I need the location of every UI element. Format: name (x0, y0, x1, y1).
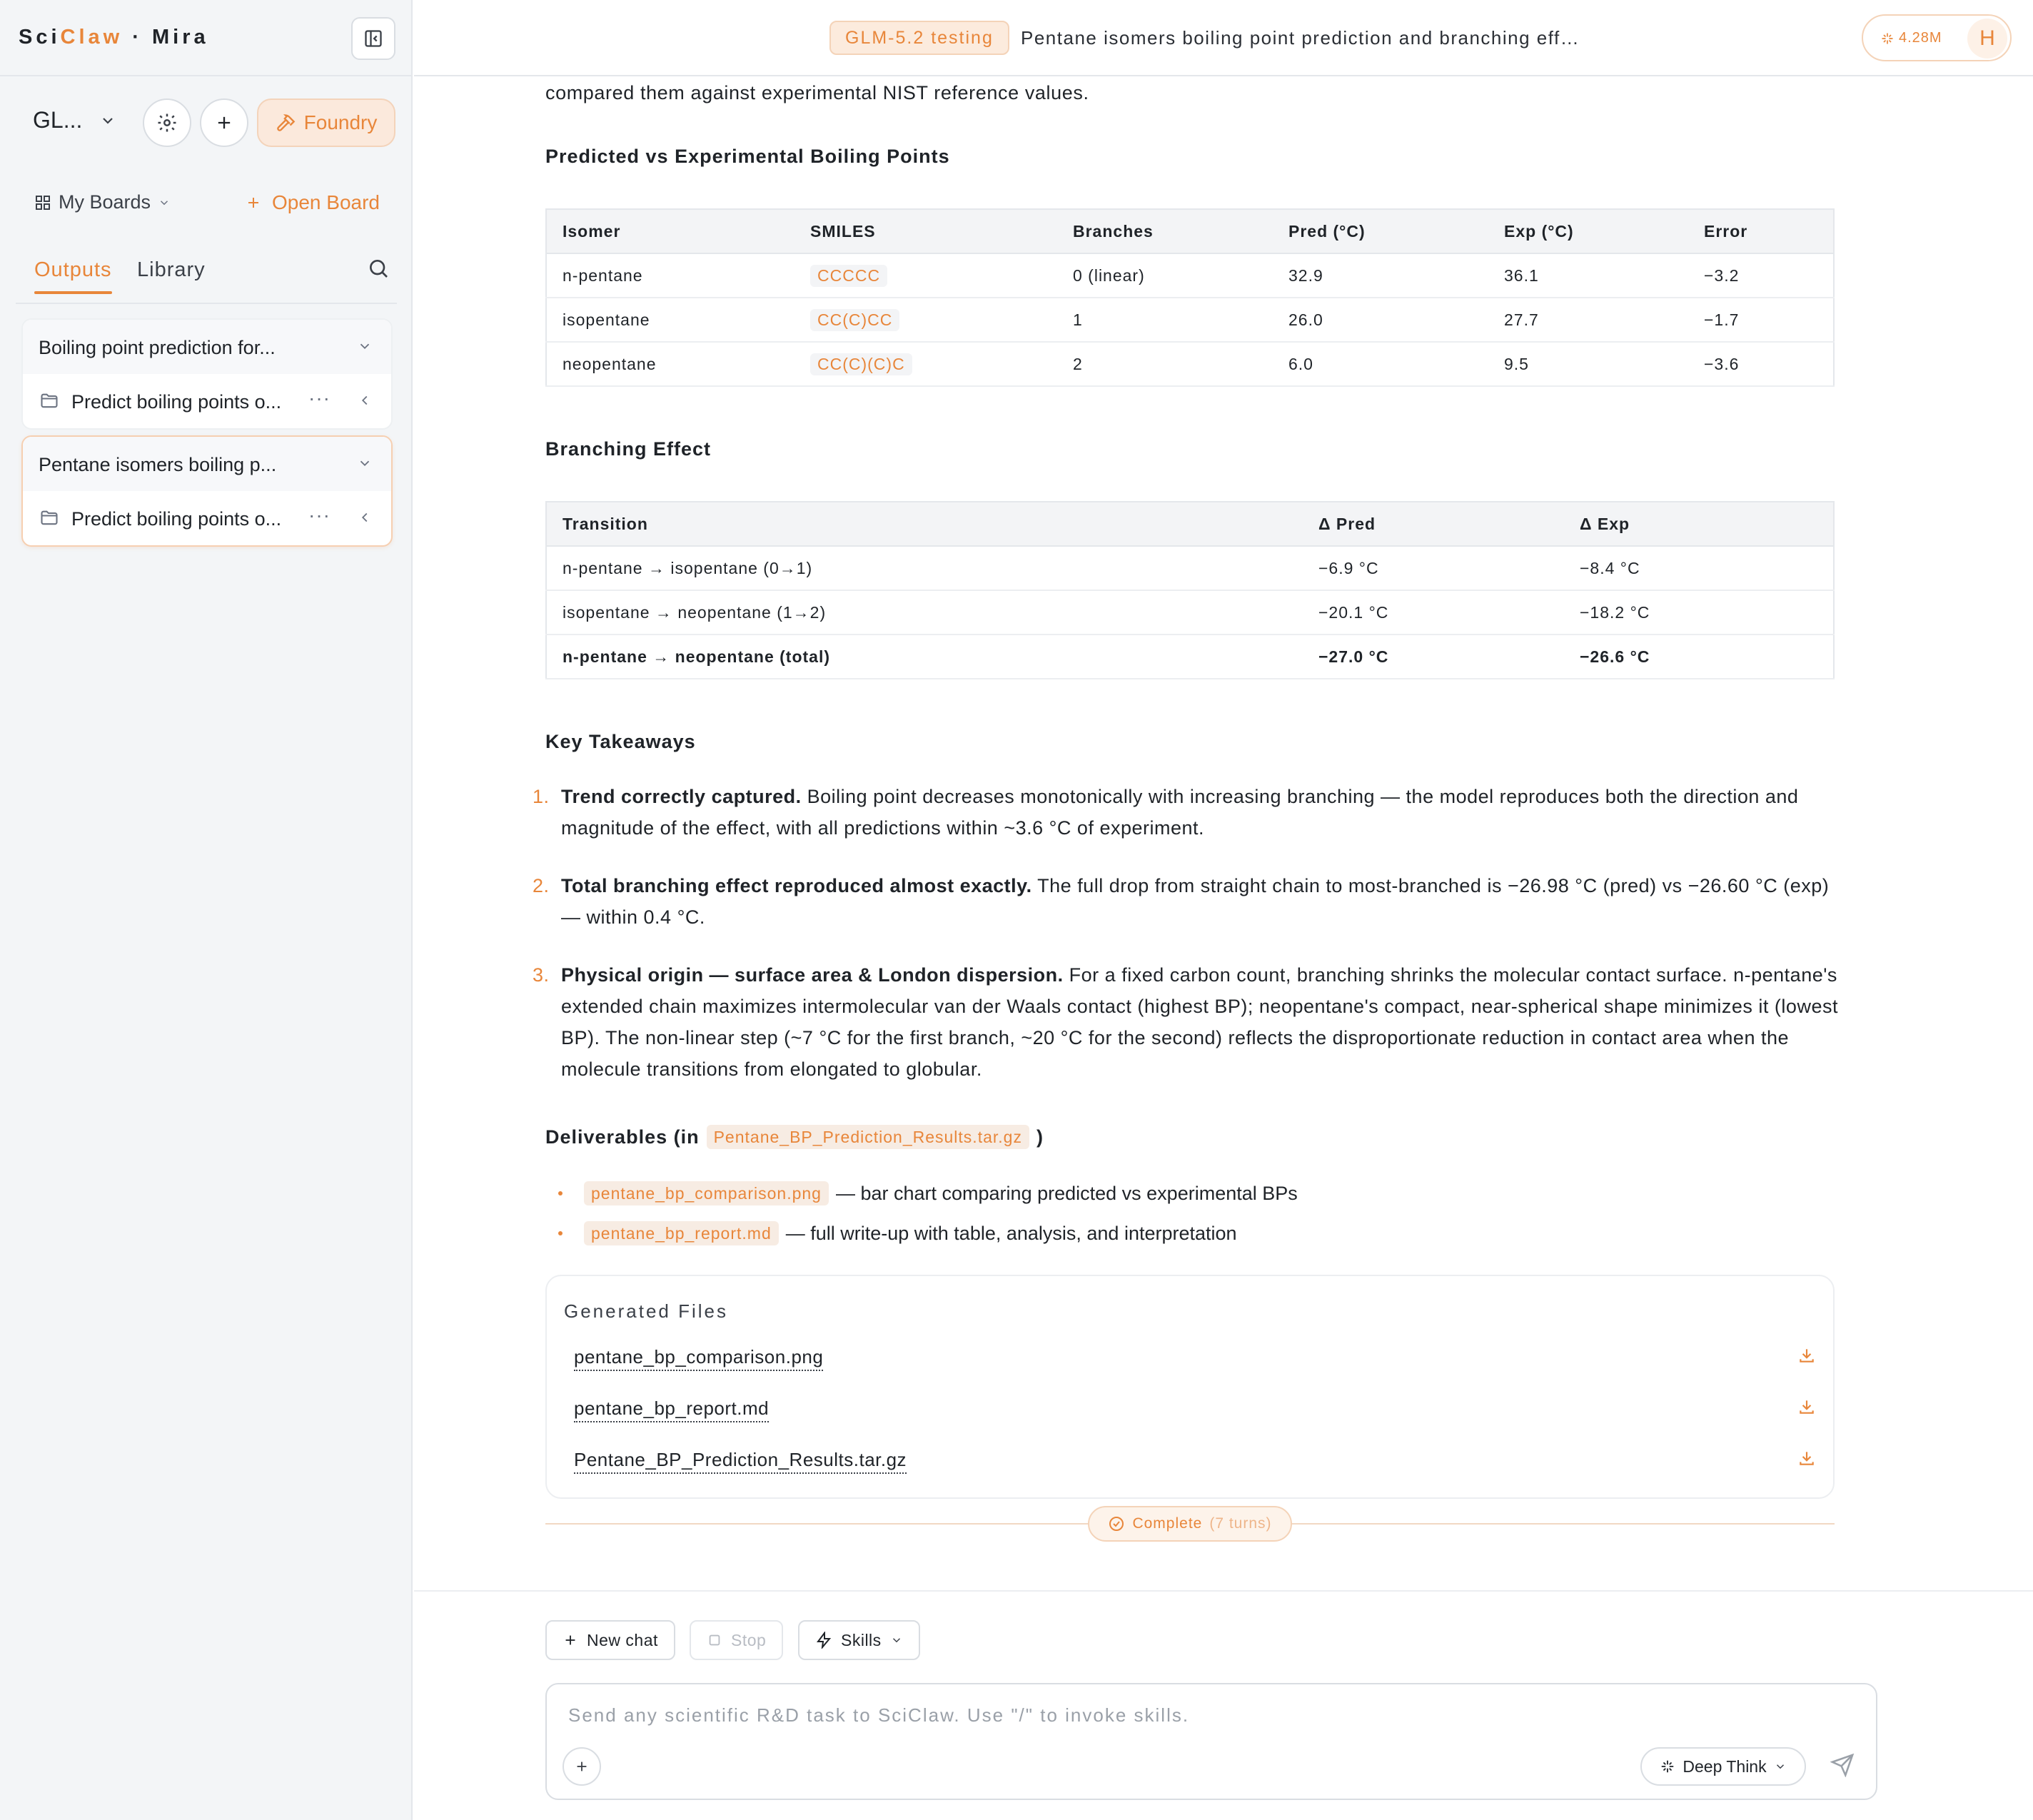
model-tag: GLM-5.2 testing (829, 21, 1009, 55)
table-cell: 27.7 (1488, 298, 1688, 342)
send-button[interactable] (1830, 1753, 1855, 1781)
list-item (533, 781, 1846, 844)
table-cell: −20.1 °C (1303, 590, 1564, 635)
table-cell: isopentane → neopentane (1→2) (546, 590, 1303, 635)
new-chat-button[interactable] (545, 1620, 675, 1660)
takeaway-text: For a fixed carbon count, branching shrinks the molecular contact surface. n-pentane's extended chain maximizes intermolecular van der Waals contact (highest BP); neopentane's compact, near-spherical shape minimizes it (lowest BP). The non-linear step (~7 °C for the first branch, ~20 °C for the second) reflects the disproportionate reduction in contact area when the molecule transitions from elongated to globular. (561, 964, 1838, 1080)
takeaways-list (533, 781, 1846, 1111)
brand-logo (19, 26, 209, 49)
more-options-button[interactable]: ··· (308, 387, 331, 409)
more-options-button[interactable]: ··· (308, 504, 331, 526)
gear-icon (156, 112, 178, 133)
chevron-down-icon (99, 112, 116, 129)
table-header-row (546, 209, 1834, 253)
status-label: Complete (1132, 1515, 1203, 1532)
smiles-code: CC(C)(C)C (810, 353, 912, 375)
table-cell: 26.0 (1273, 298, 1488, 342)
avatar[interactable]: H (1967, 19, 2007, 59)
table-cell: 0 (linear) (1057, 253, 1273, 298)
smiles-code: CC(C)CC (810, 309, 899, 331)
table-cell: −6.9 °C (1303, 546, 1564, 590)
table-cell: 6.0 (1273, 342, 1488, 386)
table-cell: −26.6 °C (1564, 635, 1834, 679)
stop-button[interactable] (690, 1620, 783, 1660)
tab-outputs[interactable]: Outputs (34, 258, 112, 281)
bullet-dot (558, 1191, 563, 1195)
output-item-label: Predict boiling points o... (71, 391, 282, 413)
turn-count: (7 turns) (1209, 1515, 1272, 1532)
table-cell: −27.0 °C (1303, 635, 1564, 679)
skills-label: Skills (841, 1630, 882, 1649)
chevron-down-icon (1774, 1760, 1787, 1773)
column-header: Transition (546, 502, 1303, 546)
plus-icon (214, 113, 234, 133)
chat-title: Pentane isomers boiling point prediction and branching eff… (1021, 27, 1580, 49)
download-button[interactable] (1797, 1346, 1816, 1368)
takeaway-title: Total branching effect reproduced almost exactly. (561, 875, 1032, 896)
table-cell: n-pentane (546, 253, 794, 298)
download-icon (1797, 1449, 1816, 1467)
table-row (546, 546, 1834, 590)
new-item-button[interactable] (200, 98, 248, 147)
download-button[interactable] (1797, 1449, 1816, 1471)
table-cell: −3.2 (1688, 253, 1834, 298)
sparkle-icon (1880, 31, 1895, 46)
column-header: SMILES (794, 209, 1057, 253)
grid-icon (34, 194, 51, 211)
composer-area (414, 1590, 2033, 1820)
boards-row (0, 188, 413, 220)
bullet-dot (558, 1231, 563, 1235)
table-cell: 9.5 (1488, 342, 1688, 386)
table-row (546, 635, 1834, 679)
deep-think-dropdown[interactable] (1640, 1747, 1806, 1786)
chevron-down-icon (357, 338, 373, 354)
table-cell: 36.1 (1488, 253, 1688, 298)
table-cell (794, 253, 1057, 298)
table-row (546, 342, 1834, 386)
chevron-down-icon (357, 455, 373, 471)
deliverable-desc: — full write-up with table, analysis, and interpretation (785, 1222, 1237, 1244)
column-header: Δ Exp (1564, 502, 1834, 546)
message-input[interactable]: Send any scientific R&D task to SciClaw. Use "/" to invoke skills. (568, 1704, 1190, 1726)
sidebar-tabs (16, 248, 397, 304)
table-cell: −8.4 °C (1564, 546, 1834, 590)
check-circle-icon (1108, 1515, 1125, 1532)
table-cell: n-pentane → neopentane (total) (546, 635, 1303, 679)
chevron-left-icon[interactable] (357, 393, 373, 408)
table-cell: isopentane (546, 298, 794, 342)
takeaway-title: Trend correctly captured. (561, 786, 802, 807)
new-chat-label: New chat (587, 1630, 658, 1649)
takeaway-text: Boiling point decreases monotonically with increasing branching — the model reproduces both the direction and magnitude of the effect, with all predictions within ~3.6 °C of experiment. (561, 786, 1799, 839)
table-cell (794, 342, 1057, 386)
table-row (546, 590, 1834, 635)
table-cell: −18.2 °C (1564, 590, 1834, 635)
attach-button[interactable] (563, 1747, 601, 1786)
plus-icon (574, 1759, 590, 1774)
sidebar (0, 0, 413, 1820)
deliverable-file: pentane_bp_comparison.png (584, 1181, 829, 1205)
deliverables-heading (545, 1125, 1044, 1149)
chat-content (414, 77, 2033, 1590)
deliverable-desc: — bar chart comparing predicted vs experimental BPs (835, 1182, 1298, 1204)
model-selector[interactable] (33, 107, 116, 133)
download-icon (1797, 1397, 1816, 1416)
collapse-sidebar-button[interactable] (351, 17, 395, 60)
open-board-label: Open Board (272, 191, 380, 213)
table2-heading: Branching Effect (545, 438, 712, 460)
top-bar (414, 0, 2033, 76)
column-header: Δ Pred (1303, 502, 1564, 546)
my-boards-label: My Boards (59, 191, 151, 213)
lightning-icon (815, 1632, 832, 1649)
folder-icon (39, 508, 60, 528)
table-cell: −1.7 (1688, 298, 1834, 342)
table-cell: 2 (1057, 342, 1273, 386)
column-header: Pred (°C) (1273, 209, 1488, 253)
deliverables-prefix: Deliverables (in (545, 1126, 700, 1148)
download-button[interactable] (1797, 1397, 1816, 1420)
takeaways-heading: Key Takeaways (545, 731, 696, 752)
chevron-down-icon (890, 1634, 903, 1647)
output-item-label: Predict boiling points o... (71, 508, 282, 530)
list-item (557, 1173, 1298, 1213)
plus-icon (563, 1632, 578, 1648)
token-count-value: 4.28M (1899, 30, 1942, 46)
stop-label: Stop (731, 1630, 767, 1649)
table-header-row (546, 502, 1834, 546)
my-boards-dropdown[interactable] (34, 191, 171, 213)
model-selector-label: GL... (33, 107, 83, 133)
download-icon (1797, 1346, 1816, 1365)
deep-think-label: Deep Think (1683, 1756, 1767, 1776)
output-group-title: Boiling point prediction for... (39, 337, 276, 358)
table-row (546, 298, 1834, 342)
generated-files-card (545, 1275, 1835, 1499)
file-link[interactable]: Pentane_BP_Prediction_Results.tar.gz (574, 1449, 907, 1474)
intro-text: compared them against experimental NIST reference values. (545, 82, 1089, 103)
column-header: Exp (°C) (1488, 209, 1688, 253)
brand-sci: Sci (19, 26, 61, 49)
status-badge (1088, 1506, 1292, 1542)
column-header: Error (1688, 209, 1834, 253)
output-group (21, 435, 393, 547)
table-cell (794, 298, 1057, 342)
chevron-down-icon (158, 196, 171, 209)
file-link[interactable]: pentane_bp_report.md (574, 1397, 769, 1422)
settings-button[interactable] (143, 98, 191, 147)
table1-heading: Predicted vs Experimental Boiling Points (545, 146, 950, 167)
foundry-button[interactable] (257, 98, 395, 147)
list-number: 2. (533, 875, 550, 896)
sidebar-header (0, 0, 411, 76)
folder-icon (39, 391, 60, 411)
brand-app: Mira (152, 26, 209, 49)
output-group-title: Pentane isomers boiling p... (39, 454, 277, 475)
deliverables-suffix: ) (1036, 1126, 1044, 1148)
sparkle-icon (1660, 1759, 1675, 1774)
tab-library[interactable]: Library (137, 258, 206, 281)
file-row (574, 1342, 1816, 1377)
brand-claw: Claw (60, 26, 123, 49)
send-icon (1830, 1753, 1855, 1777)
output-group-header[interactable] (23, 320, 391, 374)
boiling-points-table (545, 208, 1835, 387)
file-link[interactable]: pentane_bp_comparison.png (574, 1346, 823, 1371)
message-composer (545, 1683, 1877, 1800)
table-cell: n-pentane → isopentane (0→1) (546, 546, 1303, 590)
output-group (21, 318, 393, 430)
skills-dropdown[interactable] (798, 1620, 920, 1660)
token-count (1880, 30, 1942, 46)
output-item[interactable] (23, 374, 391, 428)
generated-files-label: Generated Files (564, 1300, 728, 1322)
list-number: 3. (533, 964, 550, 986)
stop-icon (707, 1632, 722, 1648)
column-header: Branches (1057, 209, 1273, 253)
list-item (533, 870, 1846, 933)
takeaway-text: The full drop from straight chain to most-branched is −26.98 °C (pred) vs −26.60 °C (exp) — within 0.4 °C. (561, 875, 1830, 928)
file-row (574, 1445, 1816, 1480)
hammer-icon (276, 113, 296, 133)
table-cell: −3.6 (1688, 342, 1834, 386)
sidebar-toggle-icon (363, 29, 383, 49)
deliverable-file: pentane_bp_report.md (584, 1221, 779, 1245)
takeaway-title: Physical origin — surface area & London dispersion. (561, 964, 1064, 986)
output-group-header[interactable] (23, 437, 391, 491)
list-number: 1. (533, 786, 550, 807)
output-item[interactable] (23, 491, 391, 545)
column-header: Isomer (546, 209, 794, 253)
table-cell: 1 (1057, 298, 1273, 342)
deliverables-list (557, 1173, 1298, 1253)
search-icon (367, 257, 390, 280)
branching-effect-table (545, 501, 1835, 679)
model-row (0, 98, 413, 148)
chevron-left-icon[interactable] (357, 510, 373, 525)
deliverables-archive: Pentane_BP_Prediction_Results.tar.gz (707, 1125, 1029, 1149)
open-board-button[interactable] (245, 191, 380, 214)
table-cell: 32.9 (1273, 253, 1488, 298)
smiles-code: CCCCC (810, 265, 887, 287)
search-button[interactable] (367, 257, 390, 283)
list-item (533, 959, 1846, 1085)
file-row (574, 1393, 1816, 1429)
token-usage-pill[interactable] (1862, 14, 2012, 61)
list-item (557, 1213, 1298, 1253)
foundry-label: Foundry (303, 111, 378, 133)
plus-icon (245, 194, 262, 211)
table-cell: neopentane (546, 342, 794, 386)
table-row (546, 253, 1834, 298)
brand-separator: · (123, 26, 152, 49)
